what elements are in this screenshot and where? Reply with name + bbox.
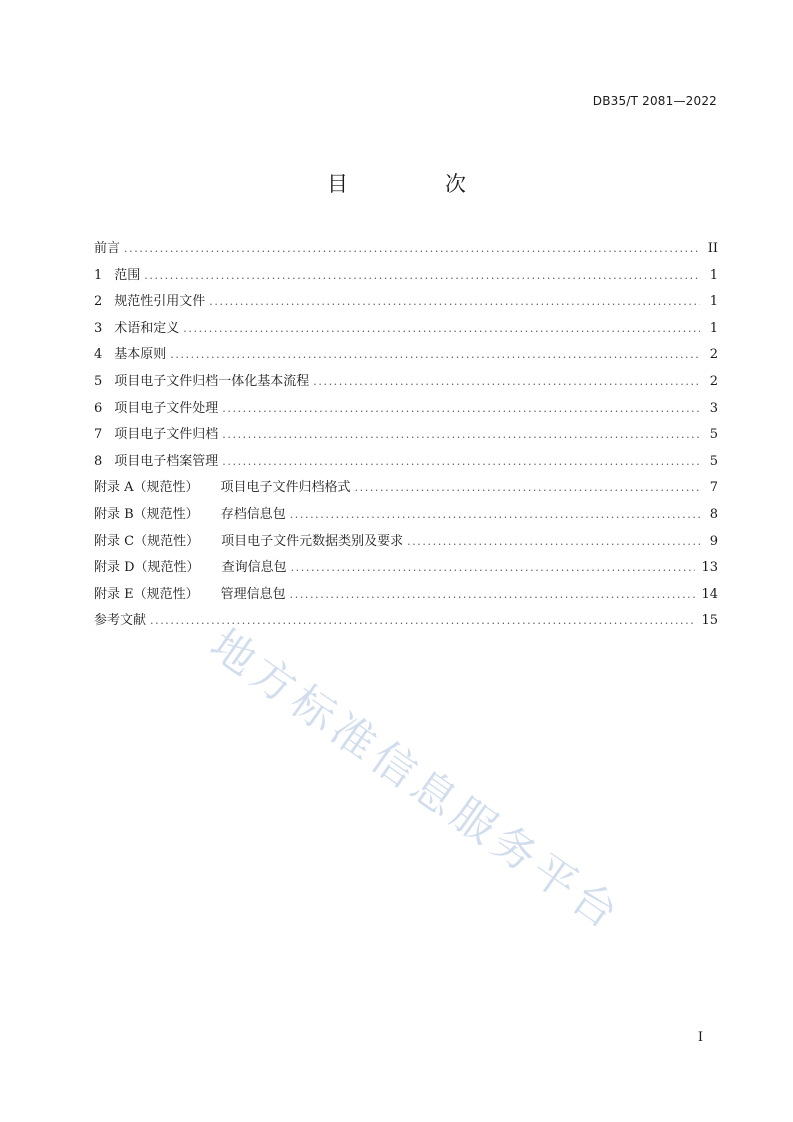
toc-entry-label: 前言 <box>94 241 121 256</box>
toc-entry-label: 基本原则 <box>114 347 167 363</box>
toc-entry-title <box>94 503 286 522</box>
toc-dot-leader <box>183 322 700 335</box>
toc-page-number: 1 <box>709 320 718 336</box>
toc-entry-title <box>94 237 120 256</box>
toc-page-number: 7 <box>709 480 718 496</box>
toc-dot-leader <box>290 508 700 521</box>
toc-entry-label: 存档信息包 <box>220 506 286 522</box>
toc-entry-number: 5 <box>94 373 103 389</box>
toc-entry-title <box>94 290 205 309</box>
toc-entry[interactable] <box>94 317 718 344</box>
toc-appendix-tag: 附录 B（规范性） <box>94 506 199 522</box>
toc-entry[interactable] <box>94 237 718 264</box>
toc-page-number: 5 <box>709 427 718 443</box>
toc-entry-number: 2 <box>94 294 103 310</box>
document-code: DB35/T 2081—2022 <box>592 94 717 108</box>
toc-entry[interactable] <box>94 609 718 636</box>
toc-dot-leader <box>150 614 695 627</box>
toc-entry[interactable] <box>94 290 718 317</box>
toc-dot-leader <box>209 295 700 308</box>
toc-dot-leader <box>222 455 700 468</box>
page-number: I <box>697 1030 703 1045</box>
toc-entry-number: 8 <box>94 453 103 469</box>
toc-appendix-tag: 附录 A（规范性） <box>94 480 199 496</box>
toc-page-number: II <box>707 241 718 256</box>
toc-entry[interactable] <box>94 343 718 370</box>
toc-page-number: 1 <box>709 267 718 283</box>
toc-entry-label: 规范性引用文件 <box>114 294 206 310</box>
toc-page-number: 13 <box>701 560 718 576</box>
toc-entry-label: 范围 <box>114 267 141 283</box>
page-title: 目 次 <box>327 172 504 196</box>
toc-page-number: 8 <box>709 506 718 522</box>
toc-entry-label: 项目电子文件归档格式 <box>220 480 351 496</box>
toc-entry-label: 项目电子文件归档 <box>114 427 219 443</box>
toc-entry-number: 1 <box>94 267 103 283</box>
toc-entry-number: 7 <box>94 427 103 443</box>
toc-dot-leader <box>144 269 700 282</box>
toc-entry-number: 4 <box>94 347 103 363</box>
toc-dot-leader <box>170 348 700 361</box>
toc-entry[interactable] <box>94 556 718 583</box>
toc-page-number: 5 <box>709 453 718 469</box>
toc-page-number: 2 <box>709 347 718 363</box>
toc-entry[interactable] <box>94 397 718 424</box>
toc-appendix-tag: 附录 C（规范性） <box>94 533 200 549</box>
toc-entry-title <box>94 397 218 416</box>
toc-entry-label: 术语和定义 <box>114 320 180 336</box>
toc-entry-title <box>94 556 287 575</box>
toc-dot-leader <box>291 561 696 574</box>
toc-entry-label: 项目电子文件归档一体化基本流程 <box>114 373 310 389</box>
toc-dot-leader <box>355 481 700 494</box>
toc-entry[interactable] <box>94 264 718 291</box>
toc-entry[interactable] <box>94 476 718 503</box>
toc-entry-title <box>94 450 218 469</box>
toc-dot-leader <box>124 242 700 255</box>
toc-entry-label: 参考文献 <box>94 613 147 629</box>
toc-entry-title <box>94 423 218 442</box>
toc-entry-title <box>94 264 140 283</box>
toc-entry-label: 查询信息包 <box>221 560 287 576</box>
toc-entry-number: 3 <box>94 320 103 336</box>
toc-entry[interactable] <box>94 370 718 397</box>
toc-entry-title <box>94 530 403 549</box>
toc-entry[interactable] <box>94 530 718 557</box>
table-of-contents <box>94 237 718 636</box>
toc-page-number: 3 <box>709 400 718 416</box>
toc-entry[interactable] <box>94 503 718 530</box>
toc-entry-title <box>94 370 309 389</box>
toc-entry-title <box>94 317 179 336</box>
toc-dot-leader <box>222 402 700 415</box>
toc-entry-title <box>94 583 286 602</box>
toc-dot-leader <box>313 375 700 388</box>
toc-dot-leader <box>407 535 700 548</box>
toc-page-number: 15 <box>701 613 718 629</box>
toc-entry[interactable] <box>94 423 718 450</box>
watermark-text: 地方标准信息服务平台 <box>200 619 632 942</box>
toc-page-number: 9 <box>709 533 718 549</box>
toc-entry-label: 项目电子文件处理 <box>114 400 219 416</box>
toc-appendix-tag: 附录 E（规范性） <box>94 586 199 602</box>
toc-entry-label: 管理信息包 <box>220 586 286 602</box>
toc-page-number: 1 <box>709 294 718 310</box>
toc-page-number: 14 <box>701 586 718 602</box>
toc-entry-title <box>94 476 351 495</box>
toc-entry-number: 6 <box>94 400 103 416</box>
toc-page-number: 2 <box>709 373 718 389</box>
toc-entry-label: 项目电子文件元数据类别及要求 <box>221 533 404 549</box>
toc-appendix-tag: 附录 D（规范性） <box>94 560 200 576</box>
toc-entry-label: 项目电子档案管理 <box>114 453 219 469</box>
toc-entry-title <box>94 343 166 362</box>
toc-dot-leader <box>222 428 700 441</box>
toc-entry[interactable] <box>94 583 718 610</box>
toc-dot-leader <box>290 588 696 601</box>
toc-entry[interactable] <box>94 450 718 477</box>
toc-entry-title <box>94 609 146 628</box>
